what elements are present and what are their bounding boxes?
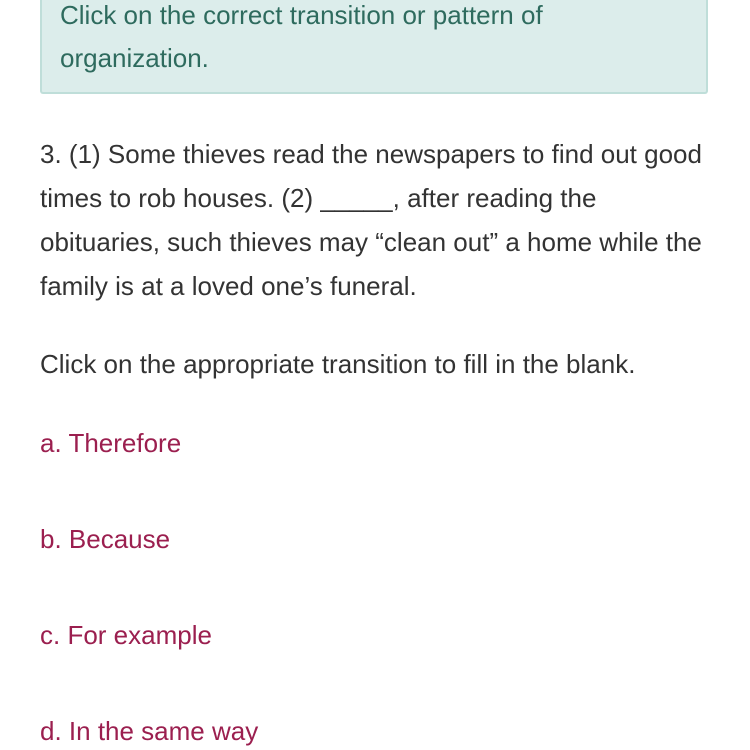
prompt-text: Click on the appropriate transition to fill in the blank.: [40, 349, 636, 379]
option-c[interactable]: c. For example: [40, 620, 212, 650]
instruction-text: Click on the correct transition or pattern of organization.: [60, 0, 543, 73]
question-text: 3. (1) Some thieves read the newspapers to find out good times to rob houses. (2) _____, after reading the obituaries, such thieves may “clean out” a home while the family is at a loved one’s funeral.: [40, 139, 702, 301]
option-a[interactable]: a. Therefore: [40, 428, 182, 458]
instruction-box: [40, 0, 708, 94]
option-d[interactable]: d. In the same way: [40, 716, 259, 746]
option-b[interactable]: b. Because: [40, 524, 171, 554]
